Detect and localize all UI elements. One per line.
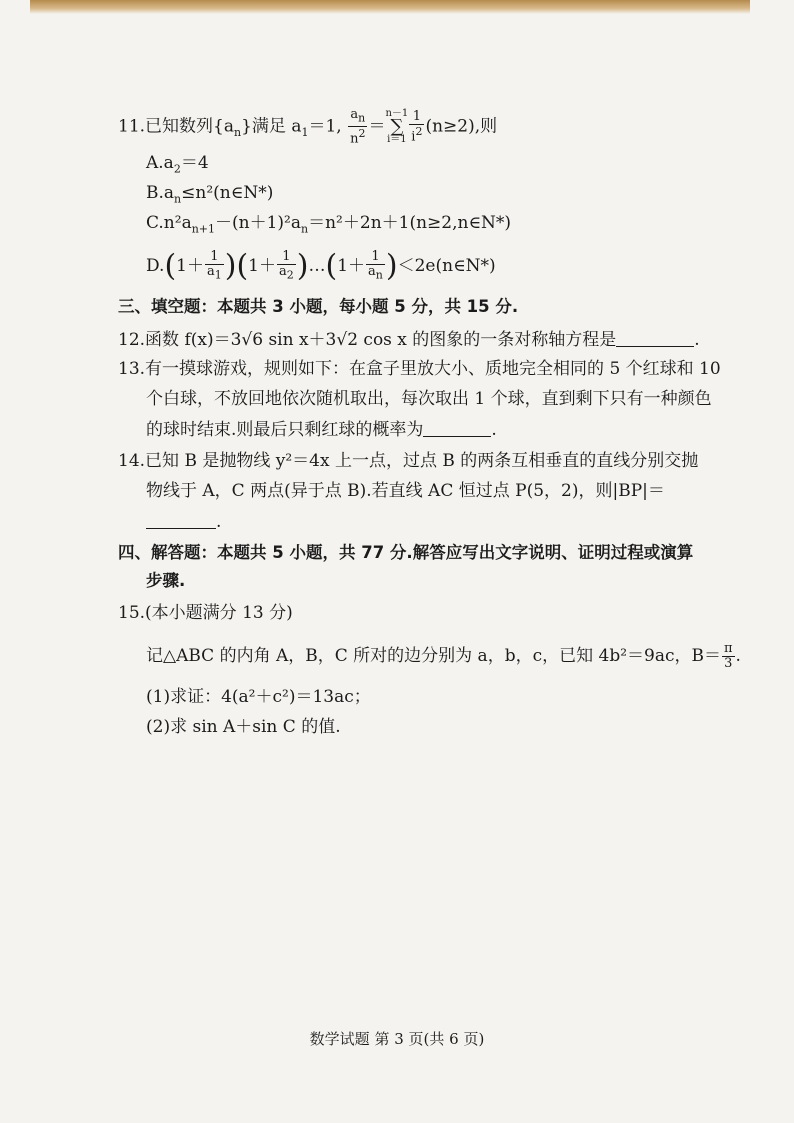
q15-head: 15.(本小题满分 13 分) [118,603,293,623]
q13-end: . [491,420,497,440]
q11-option-c [146,212,511,240]
q11-option-d-num-2: 1 [277,250,296,265]
q11-sum-den-sup: 2 [415,124,423,138]
section-4-heading-line-2: 步骤. [146,571,186,590]
q11-option-d-rest: ＜2e(n∈N*) [397,255,496,276]
page-footer: 数学试题 第 3 页(共 6 页) [309,1030,485,1048]
q11-option-d-one-2: 1＋ [248,255,276,276]
q11-option-a-sub: 2 [173,162,181,176]
q13-line-1: 13.有一摸球游戏，规则如下：在盒子里放大小、质地完全相同的 5 个红球和 10 [118,359,721,379]
q14-answer-blank [146,510,216,529]
q11-option-d-den-1-sub: 1 [214,268,222,282]
q11-option-b-sub: n [174,192,182,206]
q11-ratio-num-sub: n [358,111,366,125]
q13-answer-blank [423,418,491,437]
q11-sum-symbol: n－1 ∑ i＝1 [385,107,409,145]
q11-sum-top: n－1 [385,107,409,119]
q11-ratio-den: n [350,130,359,146]
q12-answer-blank [616,328,694,347]
q11-option-d-den-2: a [279,264,287,279]
q13-line-2: 个白球，不放回地依次随机取出，每次取出 1 个球，直到剩下只有一种颜色 [146,389,712,409]
q11-option-a-rest: ＝4 [180,153,209,173]
q14-line-3 [146,510,221,533]
q11-option-d: D.(1＋ $\frac{1}{a_1}$ )(1＋ $\frac{1}{a_2}$ )…(1＋ $\frac{1}{a_n}$ )＜2e(n∈N*) [146,248,496,284]
q15-stem-text: 记△ABC 的内角 A，B，C 所对的边分别为 a，b，c，已知 4b²＝9ac，B＝ [146,646,721,666]
q11-option-d-frac-1 [205,250,224,283]
q15-stem-end: . [735,646,741,666]
q11-sum-den: i [411,129,416,145]
q12-text: 12.函数 f(x)＝3√6 sin x＋3√2 cos x 的图象的一条对称轴方程是 [118,330,617,350]
q11-sum-num: 1 [409,110,424,125]
q11-ratio-fraction [348,108,367,146]
q11-option-c-rest: －(n＋1)²a [215,213,302,233]
q11-option-b-text: B.a [146,183,175,203]
q11-option-d-frac-2 [277,250,296,283]
q11-stem: 11.已知数列$\{a_n\}$满足 $a_1=1$, $\frac{a_n}{n^2}$ ＝n－1 ∑ i＝1 $\frac{1}{i^2}$ (n≥2),则 [118,107,498,146]
q15-angle-num: π [723,641,733,656]
q15-part-2: (2)求 sin A＋sin C 的值. [146,717,341,737]
q11-option-a [146,152,209,180]
q12-end: . [694,330,700,350]
q11-ratio-num: a [350,107,359,122]
q11-option-c-text: C.n²a [146,213,192,233]
q11-sum-fraction [409,110,424,144]
q13-line-3 [146,418,497,441]
q11-option-a-text: A.a [146,153,174,173]
q11-option-d-den-3-sub: n [375,268,383,282]
section-3-heading: 三、填空题：本题共 3 小题，每小题 5 分，共 15 分. [118,297,519,316]
q14-line-2: 物线于 A，C 两点(异于点 B).若直线 AC 恒过点 P(5，2)，则|BP|＝ [146,481,665,501]
q11-option-d-dots: … [308,255,326,276]
q15-angle-fraction [722,642,735,671]
q14-end: . [216,512,222,532]
q11-ratio-den-sup: 2 [358,126,366,140]
q11-option-d-one-3: 1＋ [337,255,366,276]
q11-stem-suffix: (n≥2),则 [425,116,498,137]
q11-option-d-one-1: 1＋ [176,255,204,276]
section-4-heading-line-1: 四、解答题：本题共 5 小题，共 77 分.解答应写出文字说明、证明过程或演算 [118,543,694,562]
q11-option-d-den-1: a [206,264,215,279]
q11-stem-mid: }满足 a [241,116,302,137]
q11-option-c-sub: n+1 [191,222,216,236]
q11-stem-eq: ＝1, [308,116,342,137]
q11-stem-sub: n [234,125,242,139]
q14-line-1: 14.已知 B 是抛物线 y²＝4x 上一点，过点 B 的两条互相垂直的直线分别交抛 [118,451,699,471]
q12 [118,328,700,351]
q11-option-b [146,182,273,210]
q11-option-d-den-2-sub: 2 [286,268,294,282]
q11-sum-bottom: i＝1 [387,133,407,145]
q11-option-b-rest: ≤n²(n∈N*) [181,183,274,203]
q11-option-c-rest2: ＝n²＋2n＋1(n≥2,n∈N*) [308,213,512,233]
q11-option-d-frac-3 [366,250,385,283]
q11-option-c-sub2: n [301,222,309,236]
q15-stem [146,642,741,671]
q13-line-3-text: 的球时结束.则最后只剩红球的概率为 [146,420,424,440]
q15-part-1: (1)求证：4(a²＋c²)＝13ac； [146,687,371,707]
q15-angle-den: 3 [724,656,733,671]
q11-option-d-den-3: a [368,264,376,279]
q11-option-d-label: D. [146,255,165,276]
q11-option-d-num-3: 1 [366,250,385,265]
q11-stem-prefix: 11.已知数列{a [118,116,234,137]
q11-option-d-num-1: 1 [205,250,224,265]
q11-stem-sub1: 1 [301,125,309,139]
